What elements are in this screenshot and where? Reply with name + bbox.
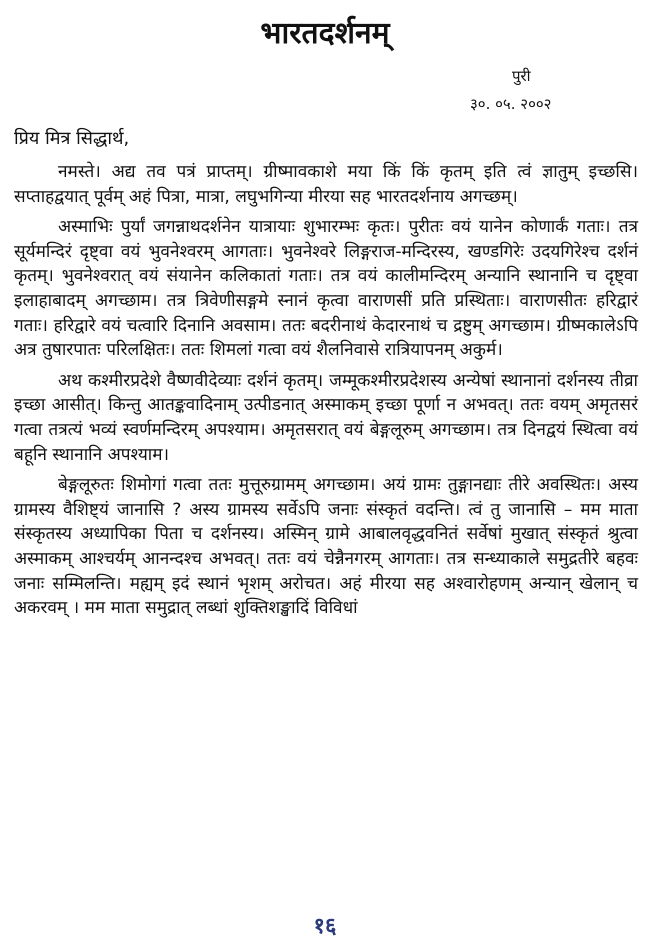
page-number: १६ <box>313 914 337 939</box>
letter-date: ३०. ०५. २००२ <box>470 95 552 113</box>
letter-body <box>14 160 638 627</box>
paragraph: अस्माभिः पुर्यां जगन्नाथदर्शनेन यात्रायाः शुभारम्भः कृतः। पुरीतः वयं यानेन कोणार्कं गताः। तत्र सूर्यमन्दिरं दृष्ट्वा वयं भुवनेश्वरम् आगताः। भुवनेश्वरे लिङ्गराज-मन्दिरस्य, खण्डगिरेः उदयगिरेश्च दर्शनं कृतम्। भुवनेश्वरात् वयं संयानेन कलिकातां गताः। तत्र वयं कालीमन्दिरम् अन्यानि स्थानानि च दृष्ट्वा इलाहाबादम् अगच्छाम। तत्र त्रिवेणीसङ्गमे स्नानं कृत्वा वाराणसीं प्रति प्रस्थिताः। वाराणसीतः हरिद्वारं गताः। हरिद्वारे वयं चत्वारि दिनानि अवसाम। ततः बदरीनाथं केदारनाथं च द्रष्टुम् अगच्छाम। ग्रीष्मकालेऽपि अत्र तुषारपातः परिलक्षितः। ततः शिमलां गत्वा वयं शैलनिवासे रात्रियापनम् अकुर्म। <box>14 217 638 361</box>
letter-place: पुरी <box>512 67 531 85</box>
paragraph: बेङ्गलूरुतः शिमोगां गत्वा ततः मुत्तूरुग्रामम् अगच्छाम। अयं ग्रामः तुङ्गानद्याः तीरे अवस्थितः। अस्य ग्रामस्य वैशिष्ट्यं जानासि ? अस्य ग्रामस्य सर्वेऽपि जनाः संस्कृतं वदन्ति। त्वं तु जानासि – मम माता संस्कृतस्य अध्यापिका पिता च दर्शनस्य। अस्मिन् ग्रामे आबालवृद्धवनितं सर्वेषां मुखात् संस्कृतं श्रुत्वा अस्माकम् आश्चर्यम् आनन्दश्च अभवत्। ततः वयं चेन्नैनगरम् आगताः। तत्र सन्ध्याकाले समुद्रतीरे बहवः जनाः सम्मिलन्ति। मह्यम् इदं स्थानं भृशम् अरोचत। अहं मीरया सह अश्वारोहणम् अन्यान् खेलान् च अकरवम् । मम माता समुद्रात् लब्धां शुक्तिशङ्खादिं विविधां <box>14 475 638 619</box>
letter-salutation: प्रिय मित्र सिद्धार्थ, <box>14 128 130 149</box>
document-title: भारतदर्शनम् <box>260 16 390 51</box>
paragraph: नमस्ते। अद्य तव पत्रं प्राप्तम्। ग्रीष्मावकाशे मया किं किं कृतम् इति त्वं ज्ञातुम् इच्छसि। सप्ताहद्वयात् पूर्वम् अहं पित्रा, मात्रा, लघुभगिन्या मीरया सह भारतदर्शनाय अगच्छम्। <box>14 162 638 207</box>
paragraph: अथ कश्मीरप्रदेशे वैष्णवीदेव्याः दर्शनं कृतम्। जम्मूकश्मीरप्रदेशस्य अन्येषां स्थानानां दर्शनस्य तीव्रा इच्छा आसीत्। किन्तु आतङ्कवादिनाम् उत्पीडनात् अस्माकम् इच्छा पूर्णा न अभवत्। ततः वयम् अमृतसरं गत्वा तत्रत्यं भव्यं स्वर्णमन्दिरम् अपश्याम। अमृतसरात् वयं बेङ्गलूरुम् अगच्छाम। तत्र दिनद्वयं स्थित्वा वयं बहूनि स्थानानि अपश्याम। <box>14 370 638 465</box>
